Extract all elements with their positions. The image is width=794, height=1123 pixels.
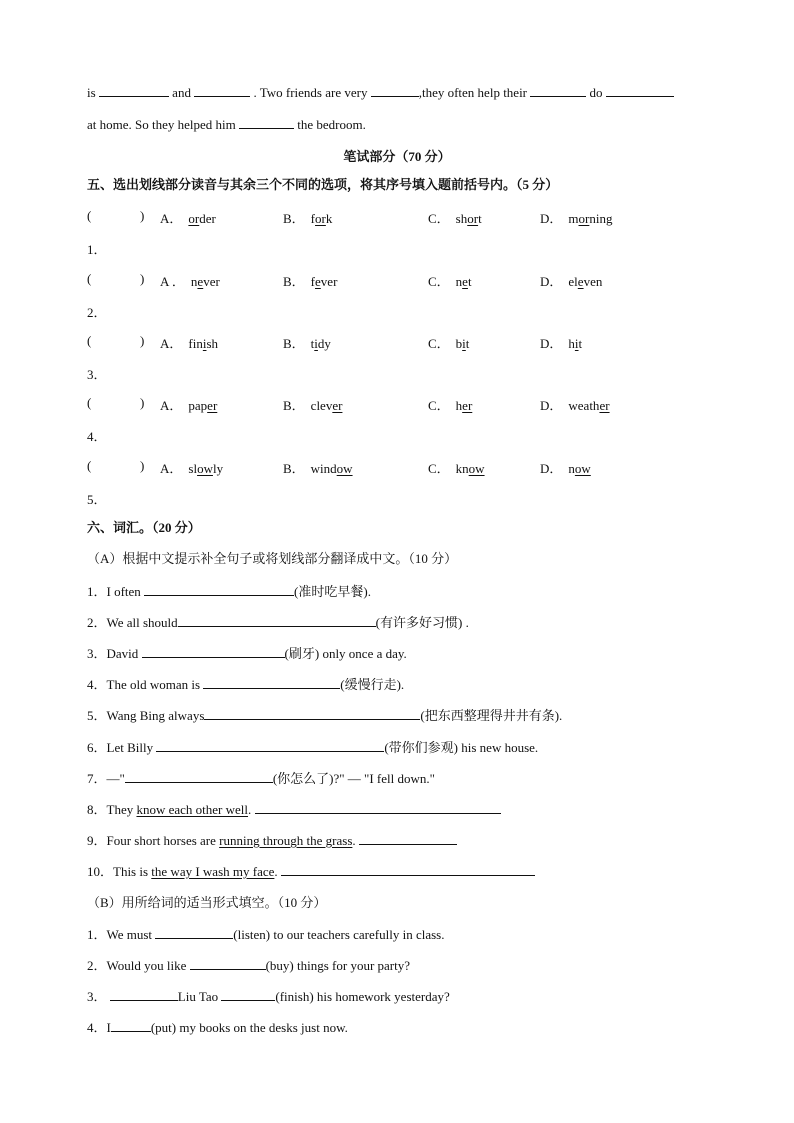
- answer-paren-open[interactable]: (: [87, 395, 92, 410]
- text: (把东西整理得井井有条).: [420, 708, 563, 723]
- blank-field[interactable]: [155, 926, 233, 939]
- text: (buy) things for your party?: [265, 958, 411, 973]
- question-a1: [87, 583, 371, 600]
- question-a9: [87, 832, 457, 849]
- blank-field[interactable]: [110, 988, 178, 1001]
- word-part: ver: [320, 274, 338, 289]
- text: (finish) his homework yesterday?: [275, 989, 450, 1004]
- underlined-letters: er: [207, 398, 218, 413]
- underlined-letters: e: [197, 274, 204, 289]
- option-a: [160, 271, 220, 290]
- option-a: [160, 208, 216, 227]
- text: (有许多好习惯) .: [375, 615, 469, 630]
- section6-title: 六、词汇。（20 分）: [87, 520, 201, 535]
- word-part: ver: [203, 274, 220, 289]
- question-a3: [87, 645, 407, 662]
- word-part: n: [190, 274, 198, 289]
- text: 1．We must: [87, 927, 153, 942]
- option-label: D．: [540, 461, 563, 476]
- question-b2: [87, 957, 410, 974]
- answer-paren-close: ): [140, 208, 145, 223]
- option-label: A．: [160, 336, 183, 351]
- option-d: [540, 395, 610, 414]
- underlined-letters: i: [462, 336, 466, 351]
- text: 2．Would you like: [87, 958, 187, 973]
- word-part: el: [568, 274, 578, 289]
- option-c: [428, 208, 482, 227]
- written-part-title: 笔试部分（70 分）: [343, 149, 451, 164]
- blank-field[interactable]: [606, 84, 674, 97]
- question-number: 3．: [87, 367, 107, 382]
- underlined-letters: ow: [336, 461, 353, 476]
- question-a4: [87, 676, 404, 693]
- word-part: ven: [583, 274, 603, 289]
- question-a10: [87, 863, 535, 880]
- blank-field[interactable]: [203, 676, 340, 689]
- text: the bedroom.: [297, 117, 366, 132]
- answer-paren-close: ): [140, 333, 145, 348]
- underlined-letters: e: [577, 274, 584, 289]
- text: 1．I often: [87, 584, 141, 599]
- text: (带你们参观) his new house.: [384, 740, 539, 755]
- word-part: wind: [310, 461, 337, 476]
- option-c: [428, 395, 472, 414]
- answer-field[interactable]: [255, 801, 501, 814]
- text: 9．Four short horses are: [87, 833, 220, 848]
- text: (你怎么了)?" — "I fell down.": [272, 771, 435, 786]
- question-a6: [87, 739, 538, 756]
- text: 4．I: [87, 1020, 111, 1035]
- partB-title: （B）用所给词的适当形式填空。（10 分）: [87, 895, 327, 910]
- underlined-letters: i: [202, 336, 207, 351]
- word-part: h: [455, 398, 463, 413]
- word-part: t: [310, 336, 315, 351]
- blank-field[interactable]: [371, 84, 419, 97]
- word-part: sl: [188, 461, 198, 476]
- word-part: t: [478, 211, 482, 226]
- option-label: C．: [428, 336, 450, 351]
- text: 8．They: [87, 802, 137, 817]
- section5-title: 五、选出划线部分读音与其余三个不同的选项，将其序号填入题前括号内。（5 分）: [87, 177, 559, 192]
- text: 5．Wang Bing always: [87, 708, 205, 723]
- blank-field[interactable]: [156, 739, 384, 752]
- underlined-phrase: know each other well: [136, 802, 249, 817]
- passage-line-1: [87, 84, 674, 101]
- word-part: k: [325, 211, 333, 226]
- option-b: [283, 271, 337, 290]
- option-label: C．: [428, 398, 450, 413]
- blank-field[interactable]: [204, 707, 420, 720]
- question-a5: [87, 707, 562, 724]
- word-part: weath: [568, 398, 600, 413]
- option-label: A．: [160, 211, 183, 226]
- option-label: A ．: [160, 274, 185, 289]
- word-part: b: [455, 336, 463, 351]
- option-label: A．: [160, 398, 183, 413]
- option-label: D．: [540, 398, 563, 413]
- option-d: [540, 271, 602, 290]
- question-a7: [87, 770, 435, 787]
- blank-field[interactable]: [194, 84, 250, 97]
- text: (准时吃早餐).: [294, 584, 371, 599]
- underlined-letters: ow: [574, 461, 591, 476]
- text: ,they often help their: [418, 85, 528, 100]
- question-number: 2．: [87, 305, 107, 320]
- text: 3．David: [87, 646, 139, 661]
- underlined-letters: i: [574, 336, 579, 351]
- word-part: ly: [212, 461, 224, 476]
- option-c: [428, 458, 485, 477]
- option-label: B．: [283, 274, 305, 289]
- option-label: B．: [283, 398, 305, 413]
- answer-paren-close: ): [140, 271, 145, 286]
- text: (刷牙) only once a day.: [284, 646, 407, 661]
- answer-paren-open[interactable]: (: [87, 458, 92, 473]
- option-c: [428, 271, 472, 290]
- word-part: n: [455, 274, 463, 289]
- underlined-letters: or: [315, 211, 326, 226]
- option-label: C．: [428, 274, 450, 289]
- underlined-letters: er: [462, 398, 473, 413]
- answer-paren-close: ): [140, 395, 145, 410]
- passage-line-2: [87, 116, 366, 133]
- text: and: [172, 85, 191, 100]
- text: is: [87, 85, 96, 100]
- underlined-phrase: running through the grass: [219, 833, 353, 848]
- option-a: [160, 395, 217, 414]
- text: (缓慢行走).: [340, 677, 405, 692]
- option-label: C．: [428, 461, 450, 476]
- partA-title: （A）根据中文提示补全句子或将划线部分翻译成中文。（10 分）: [87, 551, 458, 566]
- blank-field[interactable]: [530, 84, 586, 97]
- blank-field[interactable]: [190, 957, 266, 970]
- blank-field[interactable]: [178, 614, 376, 627]
- answer-paren-close: ): [140, 458, 145, 473]
- option-a: [160, 333, 218, 352]
- option-d: [540, 333, 582, 352]
- underlined-letters: er: [332, 398, 343, 413]
- text: (put) my books on the desks just now.: [150, 1020, 348, 1035]
- text: . Two friends are very: [253, 85, 368, 100]
- text: (listen) to our teachers carefully in class.: [233, 927, 445, 942]
- blank-field[interactable]: [99, 84, 169, 97]
- option-c: [428, 333, 469, 352]
- underlined-letters: i: [314, 336, 318, 351]
- blank-field[interactable]: [111, 1019, 151, 1032]
- word-part: h: [568, 336, 575, 351]
- word-part: t: [578, 336, 583, 351]
- word-part: sh: [206, 336, 219, 351]
- answer-paren-open[interactable]: (: [87, 333, 92, 348]
- underlined-letters: e: [462, 274, 468, 289]
- text: 7．—": [87, 771, 125, 786]
- blank-field[interactable]: [142, 645, 285, 658]
- option-label: C．: [428, 211, 450, 226]
- option-label: B．: [283, 336, 305, 351]
- question-b4: [87, 1019, 348, 1036]
- option-label: D．: [540, 211, 563, 226]
- word-part: ning: [589, 211, 613, 226]
- question-a2: [87, 614, 469, 631]
- text: 3．: [87, 989, 107, 1004]
- underlined-letters: ow: [468, 461, 485, 476]
- word-part: sh: [455, 211, 468, 226]
- word-part: fin: [188, 336, 203, 351]
- answer-field[interactable]: [281, 863, 535, 876]
- option-label: D．: [540, 274, 563, 289]
- option-a: [160, 458, 223, 477]
- underlined-letters: e: [315, 274, 321, 289]
- question-b3: [87, 988, 450, 1005]
- question-number: 4．: [87, 429, 107, 444]
- underlined-letters: er: [599, 398, 610, 413]
- option-label: A．: [160, 461, 183, 476]
- word-part: clev: [310, 398, 333, 413]
- option-d: [540, 208, 612, 227]
- blank-field[interactable]: [144, 583, 294, 596]
- answer-paren-open[interactable]: (: [87, 208, 92, 223]
- underlined-letters: ow: [197, 461, 213, 476]
- option-label: B．: [283, 461, 305, 476]
- question-a8: [87, 801, 501, 818]
- question-b1: [87, 926, 444, 943]
- blank-field[interactable]: [239, 116, 294, 129]
- option-b: [283, 458, 353, 477]
- underlined-letters: or: [188, 211, 200, 226]
- blank-field[interactable]: [221, 988, 275, 1001]
- blank-field[interactable]: [125, 770, 273, 783]
- word-part: m: [568, 211, 579, 226]
- text: 4．The old woman is: [87, 677, 201, 692]
- word-part: t: [467, 274, 472, 289]
- word-part: dy: [317, 336, 331, 351]
- word-part: f: [310, 274, 316, 289]
- word-part: f: [310, 211, 316, 226]
- underlined-letters: or: [467, 211, 479, 226]
- text: 2．We all should: [87, 615, 178, 630]
- option-label: B．: [283, 211, 305, 226]
- text: .: [352, 833, 356, 848]
- text: 10．This is: [87, 864, 152, 879]
- word-part: t: [465, 336, 470, 351]
- option-d: [540, 458, 591, 477]
- option-b: [283, 333, 331, 352]
- underlined-phrase: the way I wash my face: [151, 864, 275, 879]
- text: .: [248, 802, 252, 817]
- answer-paren-open[interactable]: (: [87, 271, 92, 286]
- answer-field[interactable]: [359, 832, 457, 845]
- text: .: [274, 864, 278, 879]
- underlined-letters: or: [578, 211, 590, 226]
- word-part: pap: [188, 398, 208, 413]
- word-part: der: [199, 211, 216, 226]
- question-number: 5．: [87, 492, 107, 507]
- word-part: kn: [455, 461, 469, 476]
- text: 6．Let Billy: [87, 740, 154, 755]
- text: do: [589, 85, 603, 100]
- question-number: 1．: [87, 242, 107, 257]
- text: Liu Tao: [177, 989, 219, 1004]
- word-part: n: [568, 461, 575, 476]
- option-b: [283, 208, 332, 227]
- text: at home. So they helped him: [87, 117, 236, 132]
- option-b: [283, 395, 342, 414]
- option-label: D．: [540, 336, 563, 351]
